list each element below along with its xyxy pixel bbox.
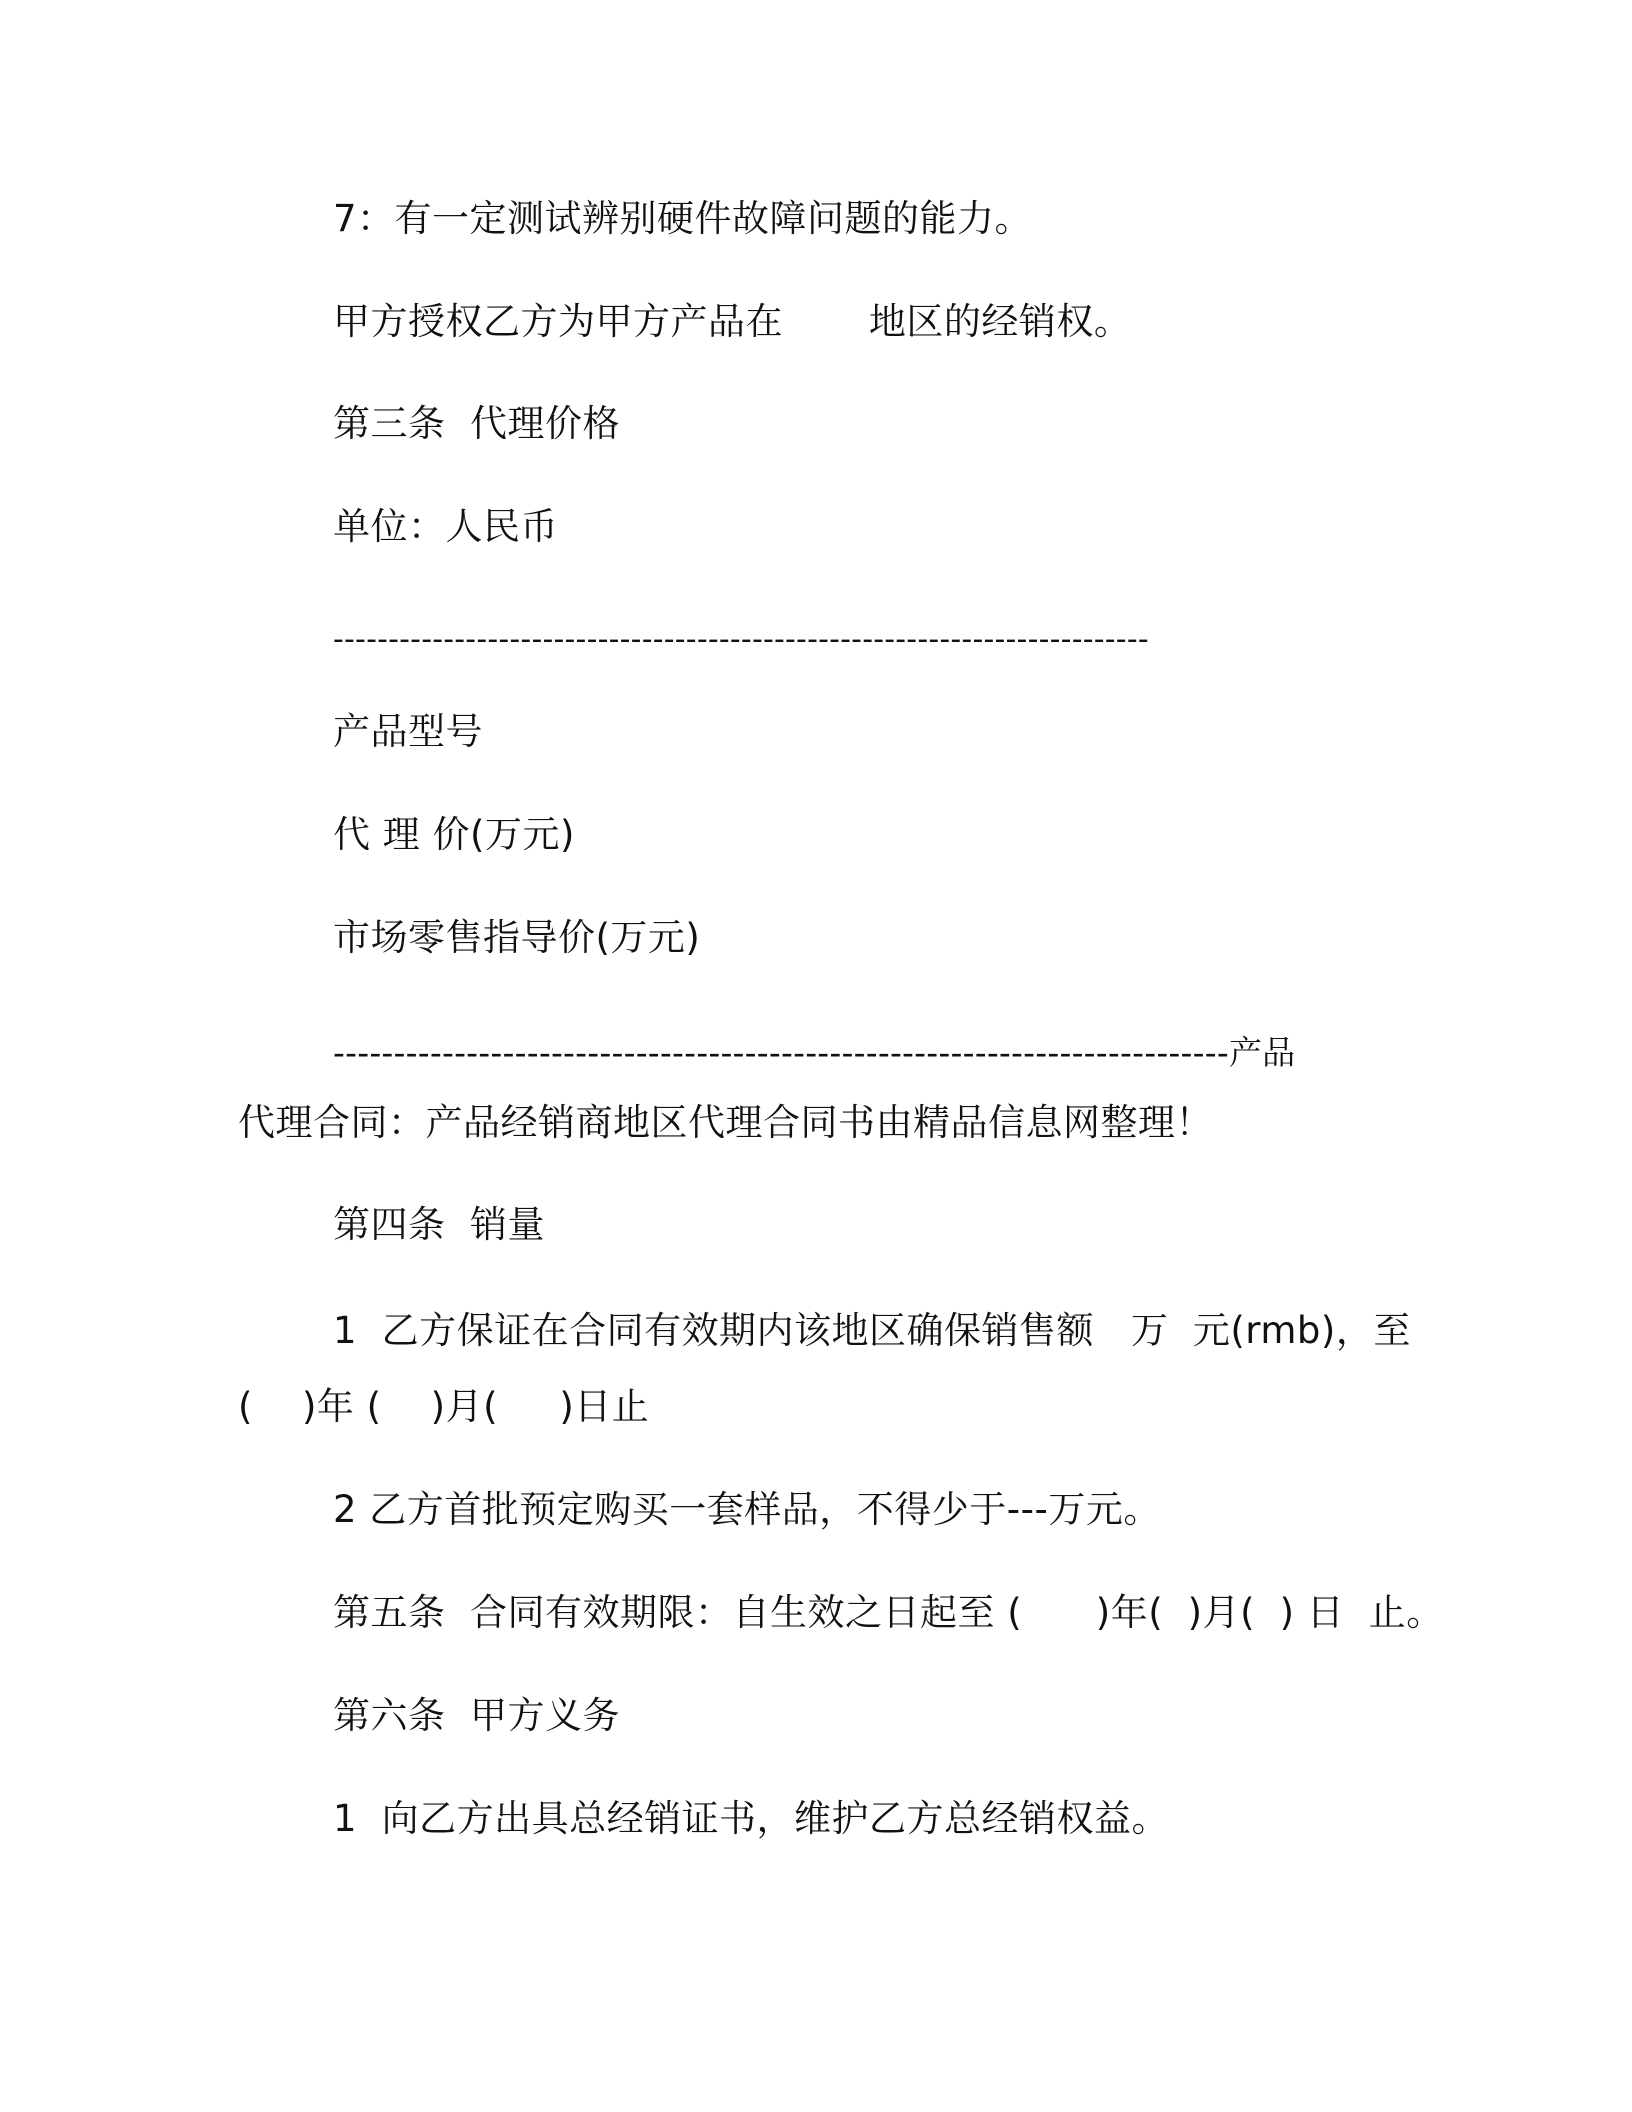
column-product-model: 产品型号 [333, 710, 483, 753]
column-retail-price: 市场零售指导价(万元) [333, 916, 701, 959]
currency-unit: 单位：人民币 [333, 505, 558, 548]
clause-item-7: 7：有一定测试辨别硬件故障问题的能力。 [333, 197, 1033, 240]
contract-source-note: 代理合同：产品经销商地区代理合同书由精品信息网整理！ [238, 1101, 1213, 1144]
article-5-term: 第五条 合同有效期限：自生效之日起至 ( )年( )月( ) 日 止。 [333, 1591, 1444, 1634]
article-3-heading: 第三条 代理价格 [333, 402, 621, 445]
article-4-heading: 第四条 销量 [333, 1203, 546, 1246]
obligation-item-1: 1 向乙方出具总经销证书，维护乙方总经销权益。 [333, 1797, 1170, 1840]
column-agent-price: 代 理 价(万元) [333, 813, 575, 856]
sales-clause-1: 1 乙方保证在合同有效期内该地区确保销售额 万 元(rmb)，至 [333, 1309, 1411, 1352]
separator-line-product: --------------------------------------------------------------------------产品 [333, 1033, 1296, 1072]
article-6-heading: 第六条 甲方义务 [333, 1694, 621, 1737]
sales-clause-1-date: ( )年 ( )月( )日止 [238, 1385, 650, 1428]
separator-line: -------------------------------------------------------------------------- [333, 622, 1149, 657]
sales-clause-2: 2 乙方首批预定购买一套样品，不得少于---万元。 [333, 1488, 1161, 1531]
authorization-text: 甲方授权乙方为甲方产品在 地区的经销权。 [333, 300, 1132, 343]
